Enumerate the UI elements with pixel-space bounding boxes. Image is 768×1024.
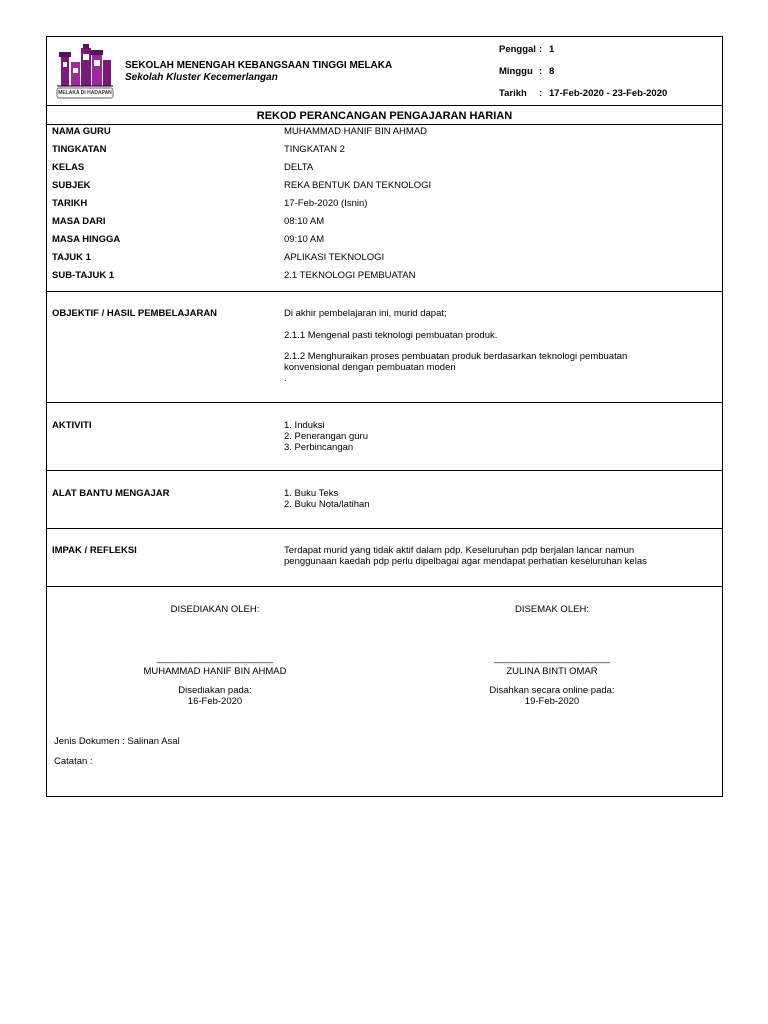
abm-label: ALAT BANTU MENGAJAR [52,488,170,499]
impak-line-1: Terdapat murid yang tidak aktif dalam pdp. Keseluruhan pdp berjalan lancar namun [284,545,635,556]
field-value-masa-hingga: 09:10 AM [284,234,325,245]
field-label-masa-hingga: MASA HINGGA [52,234,121,245]
meta-tarikh [499,88,667,99]
checked-by-name: ZULINA BINTI OMAR [506,666,598,677]
meta-penggal-value: 1 [549,44,555,55]
field-label-nama-guru: NAMA GURU [52,126,111,137]
field-value-sub-tajuk: 2.1 TEKNOLOGI PEMBUATAN [284,270,416,281]
notes-label: Catatan : [54,756,93,767]
divider-aktiviti [47,470,722,471]
divider-header [47,105,722,106]
objektif-item-2-line-2: konvensional dengan pembuatan moden [284,362,456,373]
aktiviti-item: 1. Induksi [284,420,325,431]
prepared-date: 16-Feb-2020 [187,696,243,707]
field-label-tajuk: TAJUK 1 [52,252,91,263]
document-type: Jenis Dokumen : Salinan Asal [54,736,180,747]
objektif-item-2 [284,351,627,384]
field-value-tingkatan: TINGKATAN 2 [284,144,345,155]
signature-right [452,604,652,707]
school-logo [55,42,115,100]
objektif-intro: Di akhir pembelajaran ini, murid dapat; [284,308,447,319]
meta-penggal [499,44,554,55]
aktiviti-list [284,420,368,453]
school-tagline: Sekolah Kluster Kecemerlangan [125,72,278,83]
aktiviti-label: AKTIVITI [52,420,92,431]
meta-tarikh-label: Tarikh [499,88,527,99]
signature-line-right: ______________________ [493,653,611,664]
logo-motto: MELAKA DI HADAPAN [58,90,112,96]
objektif-item-2-line-3: . [284,373,287,384]
field-value-masa-dari: 08:10 AM [284,216,325,227]
meta-penggal-colon: : [539,44,543,55]
verified-date: 19-Feb-2020 [524,696,580,707]
divider-title [47,124,722,125]
field-label-tarikh: TARIKH [52,198,88,209]
checked-by-heading: DISEMAK OLEH: [515,604,589,615]
abm-item: 2. Buku Nota/latihan [284,499,370,510]
aktiviti-item: 2. Penerangan guru [284,431,368,442]
divider-abm [47,528,722,529]
meta-penggal-label: Penggal [499,44,536,55]
field-label-kelas: KELAS [52,162,85,173]
objektif-label: OBJEKTIF / HASIL PEMBELAJARAN [52,308,218,319]
meta-minggu-label: Minggu [499,66,533,77]
page-title: REKOD PERANCANGAN PENGAJARAN HARIAN [256,110,513,122]
aktiviti-item: 3. Perbincangan [284,442,354,453]
impak-text [284,545,647,567]
objektif-item-1: 2.1.1 Mengenal pasti teknologi pembuatan produk. [284,330,498,341]
field-label-subjek: SUBJEK [52,180,91,191]
impak-label: IMPAK / REFLEKSI [52,545,137,556]
meta-tarikh-value: 17-Feb-2020 - 23-Feb-2020 [549,88,668,99]
abm-list [284,488,370,510]
meta-minggu-colon: : [539,66,543,77]
prepared-by-heading: DISEDIAKAN OLEH: [170,604,260,615]
divider-fields [47,291,722,292]
field-value-tajuk: APLIKASI TEKNOLOGI [284,252,385,263]
field-value-tarikh: 17-Feb-2020 (Isnin) [284,198,368,209]
objektif-item-2-line-1: 2.1.2 Menghuraikan proses pembuatan produk berdasarkan teknologi pembuatan [284,351,628,362]
signature-line-left: ______________________ [156,653,274,664]
field-value-nama-guru: MUHAMMAD HANIF BIN AHMAD [284,126,428,137]
meta-minggu-value: 8 [549,66,555,77]
field-label-tingkatan: TINGKATAN [52,144,107,155]
meta-tarikh-colon: : [539,88,543,99]
divider-objektif [47,402,722,403]
prepared-by-name: MUHAMMAD HANIF BIN AHMAD [143,666,287,677]
meta-minggu [499,66,554,77]
verified-date-label: Disahkan secara online pada: [489,685,615,696]
divider-impak [47,586,722,587]
abm-item: 1. Buku Teks [284,488,339,499]
field-value-subjek: REKA BENTUK DAN TEKNOLOGI [284,180,432,191]
impak-line-2: penggunaan kaedah pdp perlu dipelbagai agar mendapat perhatian keseluruhan kelas [284,556,647,567]
school-name: SEKOLAH MENENGAH KEBANGSAAN TINGGI MELAKA [125,60,393,71]
lesson-plan-document [46,36,723,797]
field-value-kelas: DELTA [284,162,314,173]
field-label-masa-dari: MASA DARI [52,216,106,227]
signature-left [115,604,315,707]
prepared-date-label: Disediakan pada: [178,685,252,696]
field-label-sub-tajuk: SUB-TAJUK 1 [52,270,115,281]
